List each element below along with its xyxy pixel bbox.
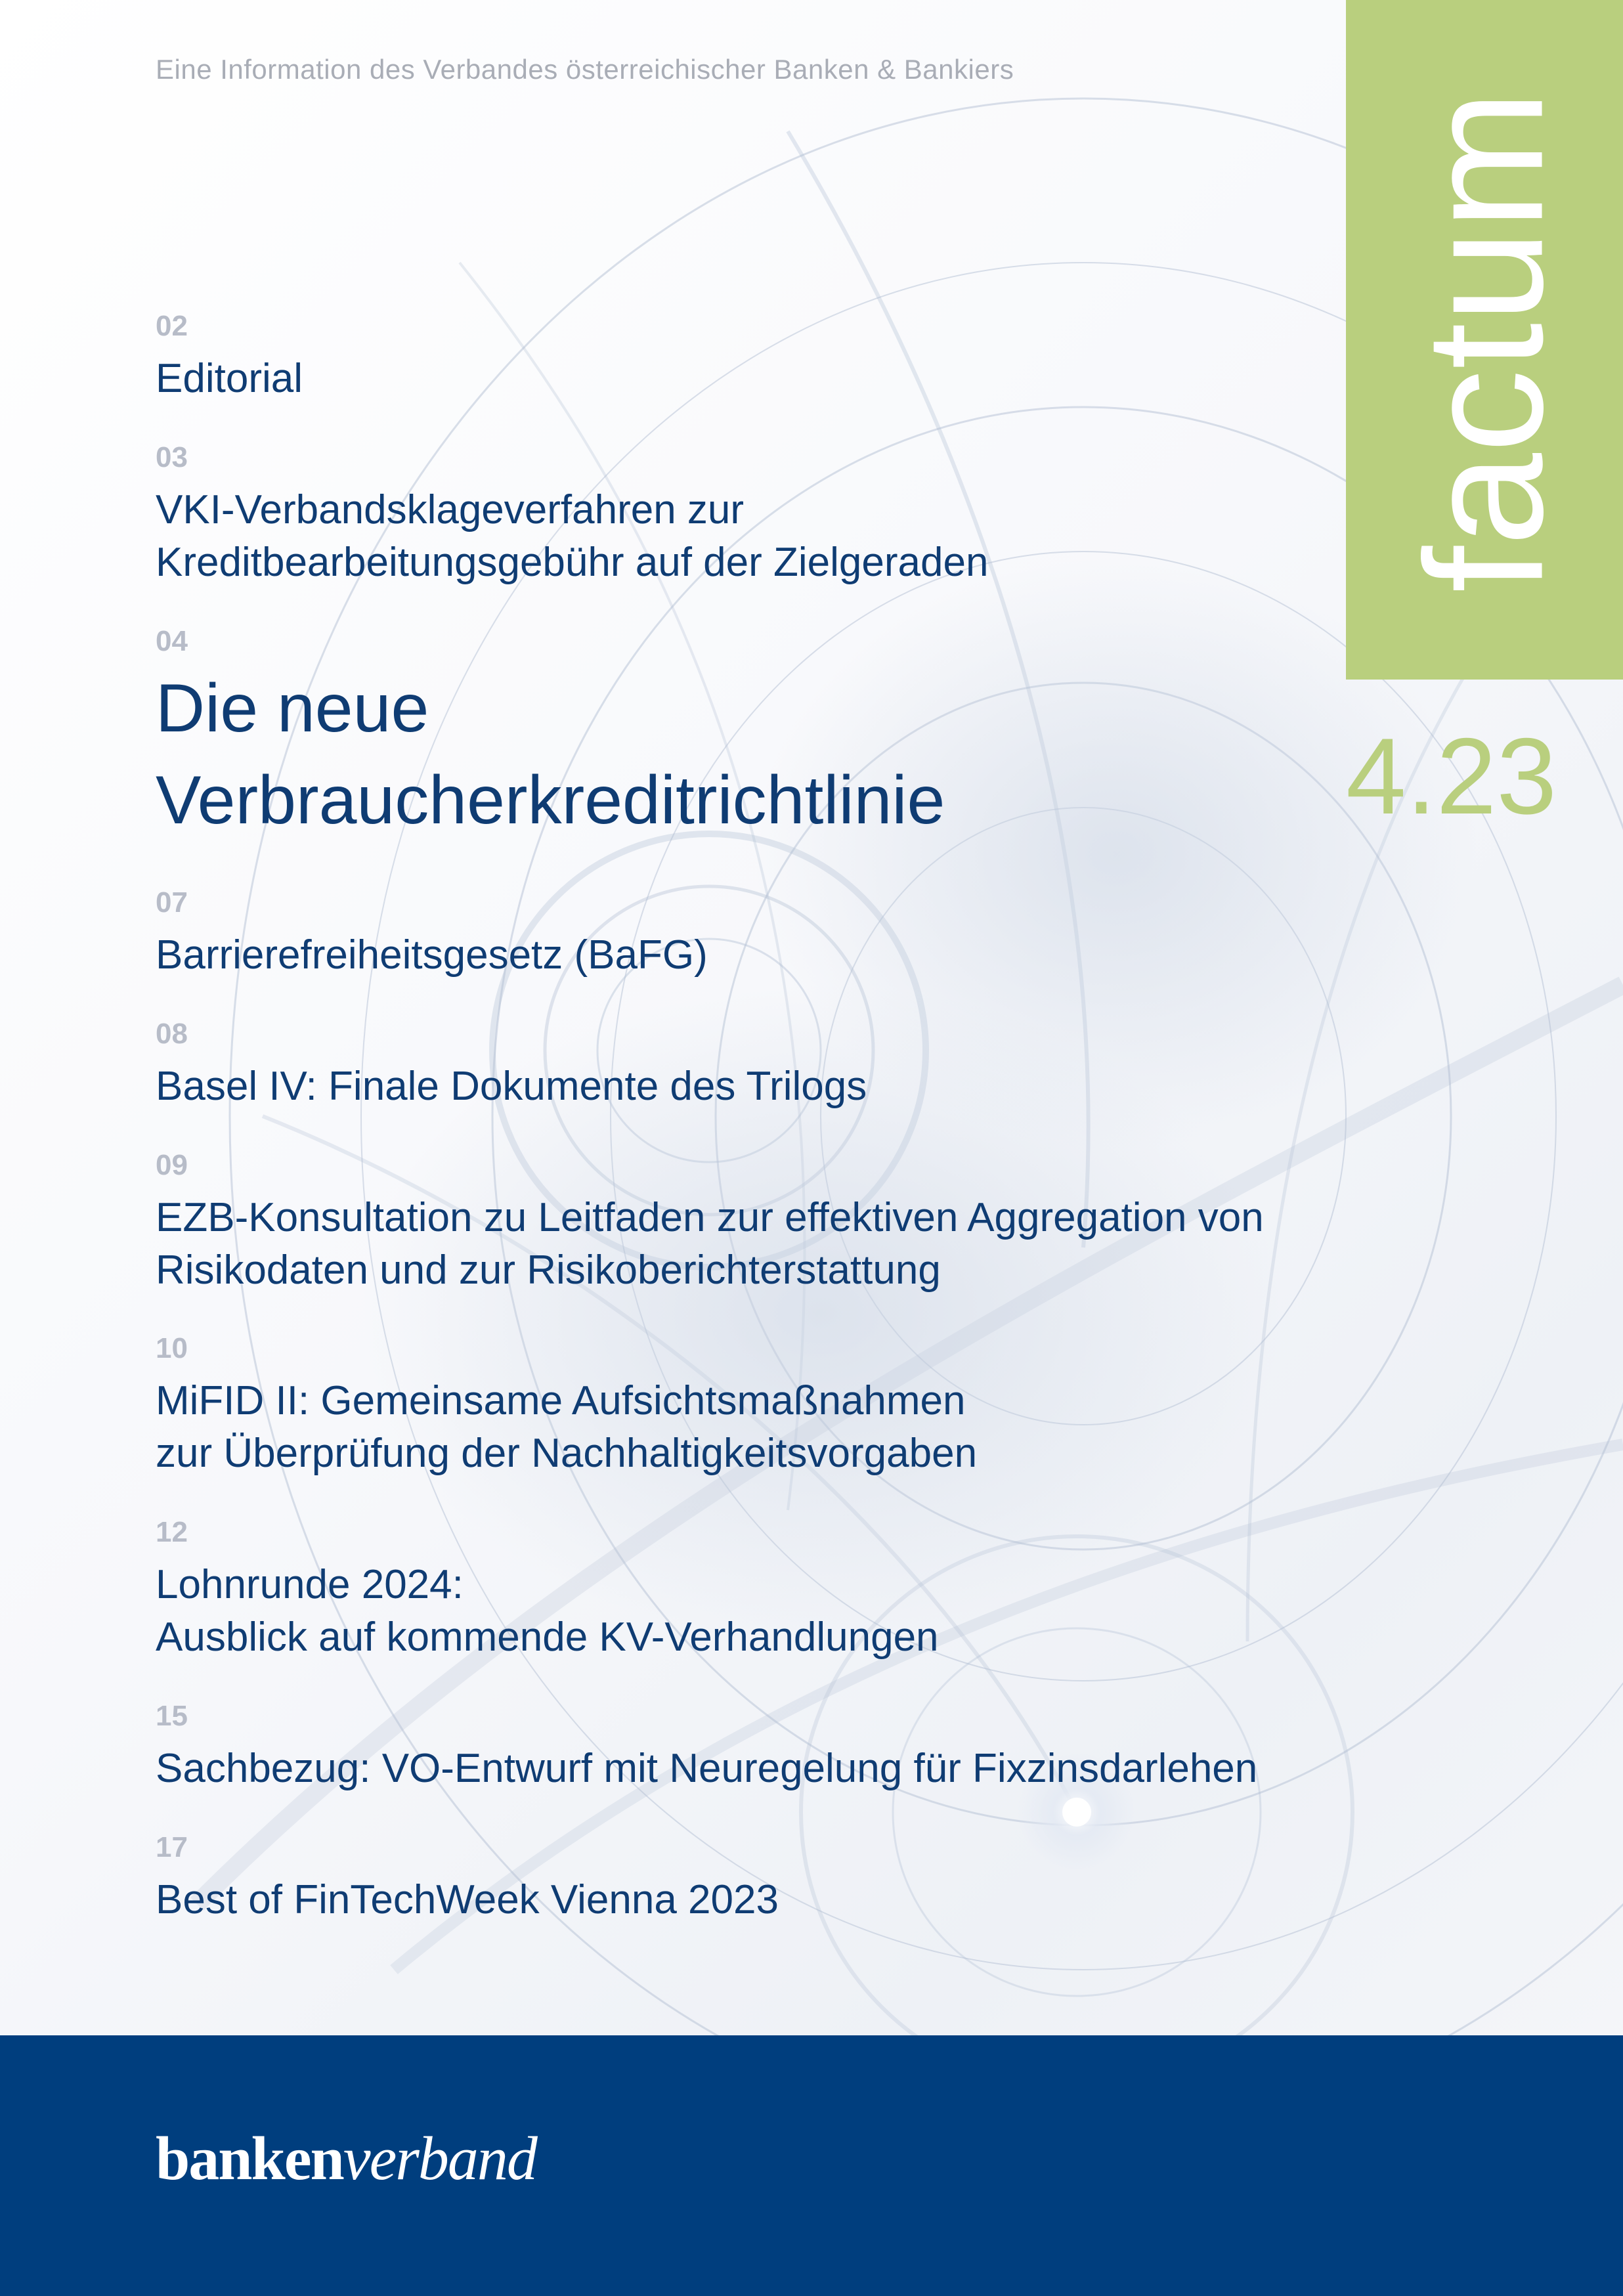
- toc-entry[interactable]: [156, 1151, 1264, 1297]
- toc-entry[interactable]: [156, 1518, 939, 1664]
- toc-entry[interactable]: [156, 888, 708, 982]
- toc-page-number: 08: [156, 1018, 188, 1050]
- masthead-title: factum: [1391, 90, 1578, 593]
- toc-entry[interactable]: [156, 1334, 977, 1480]
- toc-entry[interactable]: [156, 1020, 867, 1113]
- toc-title: Lohnrunde 2024: Ausblick auf kommende KV-Verhandlungen: [156, 1562, 939, 1660]
- publisher-tagline: Eine Information des Verbandes österreichischer Banken & Bankiers: [156, 54, 1014, 85]
- toc-page-number: 12: [156, 1516, 188, 1548]
- toc-entry[interactable]: [156, 443, 988, 589]
- toc-title: Best of FinTechWeek Vienna 2023: [156, 1877, 779, 1922]
- toc-title: EZB-Konsultation zu Leitfaden zur effektiven Aggregation von Risikodaten und zur Risikoberichterstattung: [156, 1195, 1264, 1293]
- toc-page-number: 02: [156, 310, 188, 342]
- toc-page-number: 10: [156, 1332, 188, 1364]
- toc-page-number: 07: [156, 886, 188, 919]
- toc-page-number: 03: [156, 441, 188, 473]
- logo-wordmark-bold: banken: [156, 2125, 343, 2193]
- toc-title-featured: Die neue Verbraucherkreditrichtlinie: [156, 670, 945, 838]
- toc-title: MiFID II: Gemeinsame Aufsichtsmaßnahmen zur Überprüfung der Nachhaltigkeitsvorgaben: [156, 1378, 978, 1476]
- toc-page-number: 17: [156, 1831, 188, 1863]
- toc-title: Editorial: [156, 356, 303, 401]
- toc-page-number: 04: [156, 625, 188, 657]
- toc-title: Basel IV: Finale Dokumente des Trilogs: [156, 1064, 867, 1109]
- toc-entry[interactable]: [156, 1833, 779, 1926]
- toc-entry-featured[interactable]: [156, 627, 945, 846]
- toc-entry[interactable]: [156, 1702, 1257, 1795]
- toc-title: Barrierefreiheitsgesetz (BaFG): [156, 932, 708, 978]
- toc-title: VKI-Verbandsklageverfahren zur Kreditbearbeitungsgebühr auf der Zielgeraden: [156, 487, 989, 585]
- toc-page-number: 09: [156, 1149, 188, 1181]
- bankenverband-logo[interactable]: [156, 2125, 536, 2193]
- issue-number: 4.23: [1346, 716, 1557, 836]
- toc-page-number: 15: [156, 1700, 188, 1732]
- toc-entry[interactable]: [156, 312, 303, 405]
- toc-title: Sachbezug: VO-Entwurf mit Neuregelung für Fixzinsdarlehen: [156, 1746, 1258, 1791]
- logo-wordmark-italic: verband: [343, 2125, 536, 2193]
